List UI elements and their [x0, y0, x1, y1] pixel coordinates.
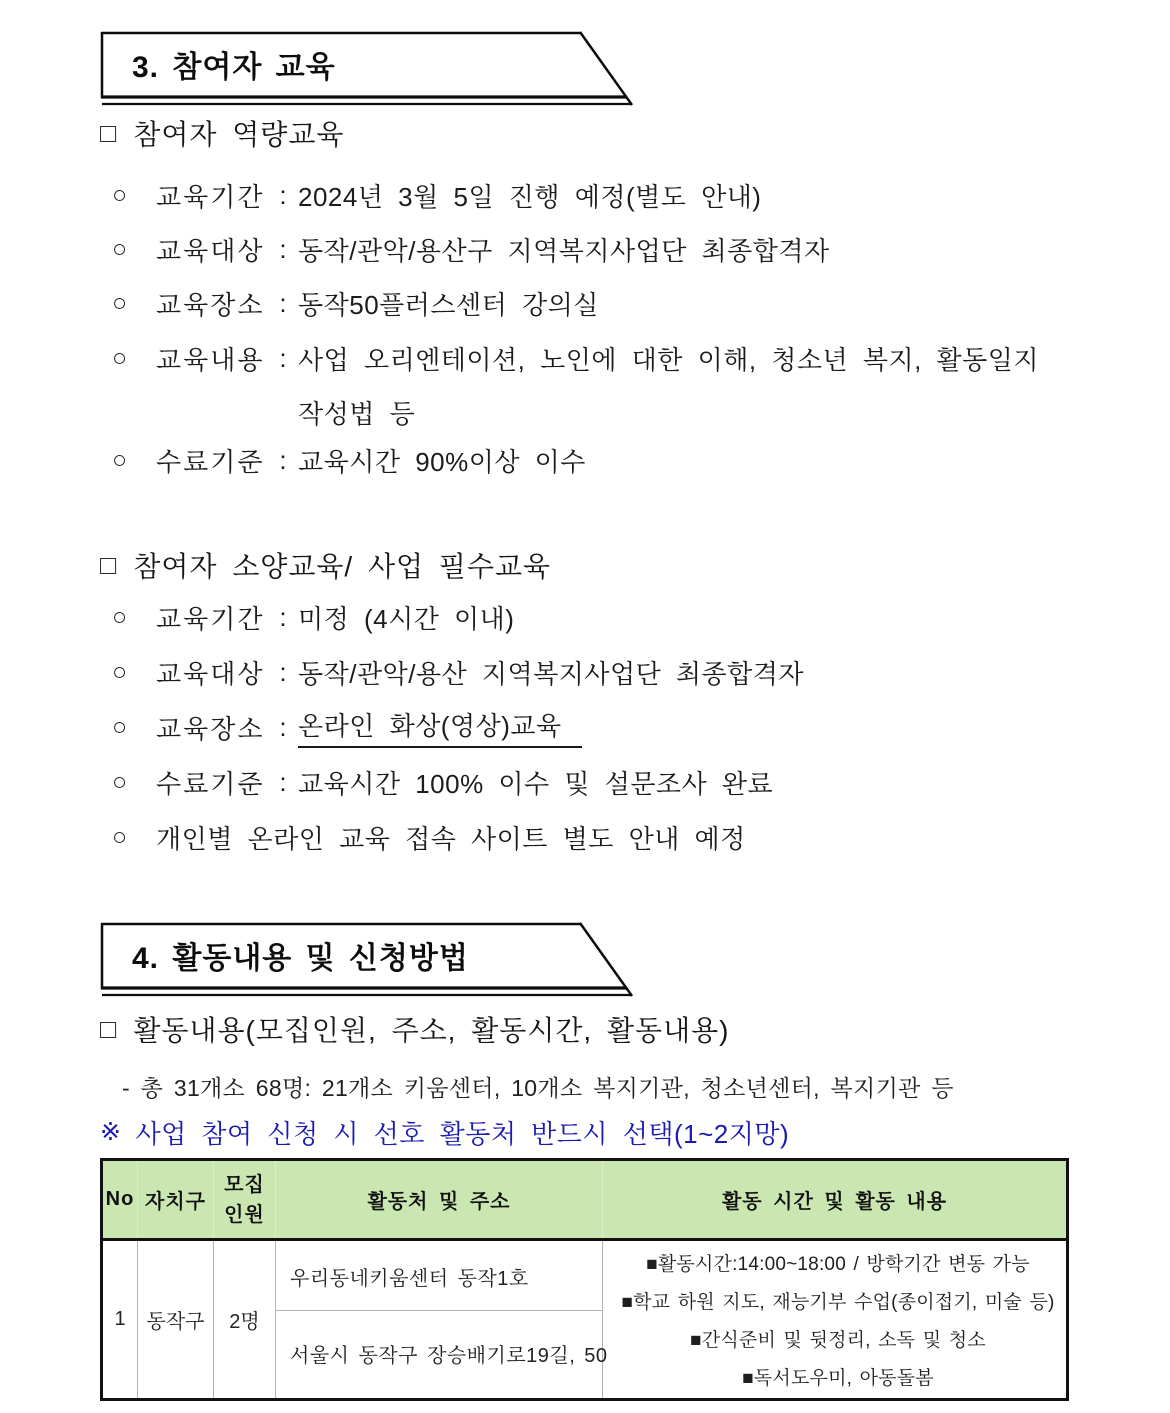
activity-content-title: 활동내용(모집인원, 주소, 활동시간, 활동내용) [133, 1015, 730, 1046]
bullet-value: 교육시간 90%이상 이수 [298, 446, 586, 477]
bullet-value: 동작/관악/용산 지역복지사업단 최종합격자 [298, 658, 804, 689]
bullet-label: 교육내용 [156, 344, 265, 375]
bullet-edu-content-1-wrap [298, 385, 415, 439]
circle-bullet-icon: ○ [112, 445, 128, 474]
activity-line: ■독서도우미, 아동돌봄 [742, 1368, 934, 1389]
preference-notice-text: 사업 참여 신청 시 선호 활동처 반드시 선택(1~2지망) [135, 1118, 790, 1149]
circle-bullet-icon: ○ [112, 712, 128, 741]
bullet-edu-place-2 [112, 700, 582, 754]
recruit-summary-line [122, 1070, 954, 1102]
bullet-value: 사업 오리엔테이션, 노인에 대한 이해, 청소년 복지, 활동일지 [298, 344, 1040, 375]
section4-banner [100, 922, 660, 1000]
bullet-value: 동작50플러스센터 강의실 [298, 289, 599, 320]
square-checkbox-icon: □ [100, 1013, 118, 1044]
bullet-edu-period-1 [112, 168, 761, 222]
bullet-label: 교육장소 [156, 713, 265, 744]
bullet-label: 수료기준 [156, 768, 265, 799]
preference-notice-line [100, 1114, 789, 1150]
activity-line: ■간식준비 및 뒷정리, 소독 및 청소 [690, 1330, 986, 1351]
bullet-completion-2 [112, 755, 773, 809]
circle-bullet-icon: ○ [112, 343, 128, 372]
header-recruit [214, 1160, 276, 1240]
colon-separator: : [279, 656, 287, 687]
colon-separator: : [279, 287, 287, 318]
header-activity: 활동 시간 및 활동 내용 [603, 1160, 1068, 1240]
colon-separator: : [279, 711, 287, 742]
bullet-value: 동작/관악/용산구 지역복지사업단 최종합격자 [298, 235, 830, 266]
bullet-value: 교육시간 100% 이수 및 설문조사 완료 [298, 768, 774, 799]
place-address: 서울시 동작구 장승배기로19길, 50 [290, 1344, 608, 1367]
colon-separator: : [279, 444, 287, 475]
circle-bullet-icon: ○ [112, 602, 128, 631]
activity-content-header [100, 1010, 730, 1048]
colon-separator: : [279, 233, 287, 264]
bullet-edu-target-2 [112, 645, 804, 699]
cell-district: 동작구 [138, 1240, 214, 1400]
subsection1-header [100, 114, 344, 152]
bullet-label: 교육대상 [156, 658, 265, 689]
bullet-value: 미정 (4시간 이내) [298, 603, 515, 634]
header-recruit-line1: 모집 [224, 1173, 265, 1196]
bullet-edu-place-1 [112, 276, 599, 330]
header-district: 자치구 [138, 1160, 214, 1240]
header-recruit-line2: 인원 [224, 1203, 265, 1226]
circle-bullet-icon: ○ [112, 234, 128, 263]
header-place: 활동처 및 주소 [276, 1160, 603, 1240]
cell-recruit: 2명 [214, 1240, 276, 1400]
bullet-edu-period-2 [112, 590, 514, 644]
square-checkbox-icon: □ [100, 117, 118, 148]
bullet-label: 수료기준 [156, 446, 265, 477]
cell-place [276, 1240, 608, 1400]
bullet-text: 개인별 온라인 교육 접속 사이트 별도 안내 예정 [156, 823, 746, 854]
bullet-completion-1 [112, 433, 586, 487]
activity-line: ■학교 하원 지도, 재능기부 수업(종이접기, 미술 등) [621, 1292, 1055, 1313]
activity-table [100, 1158, 1069, 1401]
subsection2-header [100, 546, 551, 584]
colon-separator: : [279, 342, 287, 373]
recruit-summary-text: - 총 31개소 68명: 21개소 키움센터, 10개소 복지기관, 청소년센터, 복지기관 등 [122, 1074, 954, 1101]
bullet-value: 2024년 3월 5일 진행 예정(별도 안내) [298, 181, 762, 212]
circle-bullet-icon: ○ [112, 657, 128, 686]
colon-separator: : [279, 179, 287, 210]
square-checkbox-icon: □ [100, 549, 118, 580]
bullet-online-site-notice [112, 810, 746, 864]
circle-bullet-icon: ○ [112, 822, 128, 851]
bullet-value-continued: 작성법 등 [298, 398, 416, 429]
place-name: 우리동네키움센터 동작1호 [276, 1244, 602, 1311]
bullet-edu-target-1 [112, 222, 830, 276]
section4-title: 4. 활동내용 및 신청방법 [132, 942, 469, 975]
header-no: No [102, 1160, 138, 1240]
bullet-label: 교육기간 [156, 603, 265, 634]
cell-activity [603, 1240, 1068, 1400]
reference-mark-icon: ※ [100, 1118, 122, 1146]
colon-separator: : [279, 766, 287, 797]
subsection1-title: 참여자 역량교육 [133, 119, 345, 150]
activity-line: ■활동시간:14:00~18:00 / 방학기간 변동 가능 [646, 1254, 1030, 1275]
circle-bullet-icon: ○ [112, 180, 128, 209]
section3-banner [100, 31, 660, 109]
cell-no: 1 [102, 1240, 138, 1400]
circle-bullet-icon: ○ [112, 767, 128, 796]
subsection2-title: 참여자 소양교육/ 사업 필수교육 [133, 551, 552, 582]
circle-bullet-icon: ○ [112, 288, 128, 317]
table-row [102, 1240, 1068, 1400]
colon-separator: : [279, 601, 287, 632]
section3-title: 3. 참여자 교육 [132, 51, 336, 84]
bullet-label: 교육장소 [156, 289, 265, 320]
bullet-edu-content-1 [112, 331, 1039, 385]
table-header-row [102, 1160, 1068, 1240]
bullet-label: 교육기간 [156, 181, 265, 212]
bullet-label: 교육대상 [156, 235, 265, 266]
bullet-value-underlined: 온라인 화상(영상)교육 [298, 706, 582, 748]
